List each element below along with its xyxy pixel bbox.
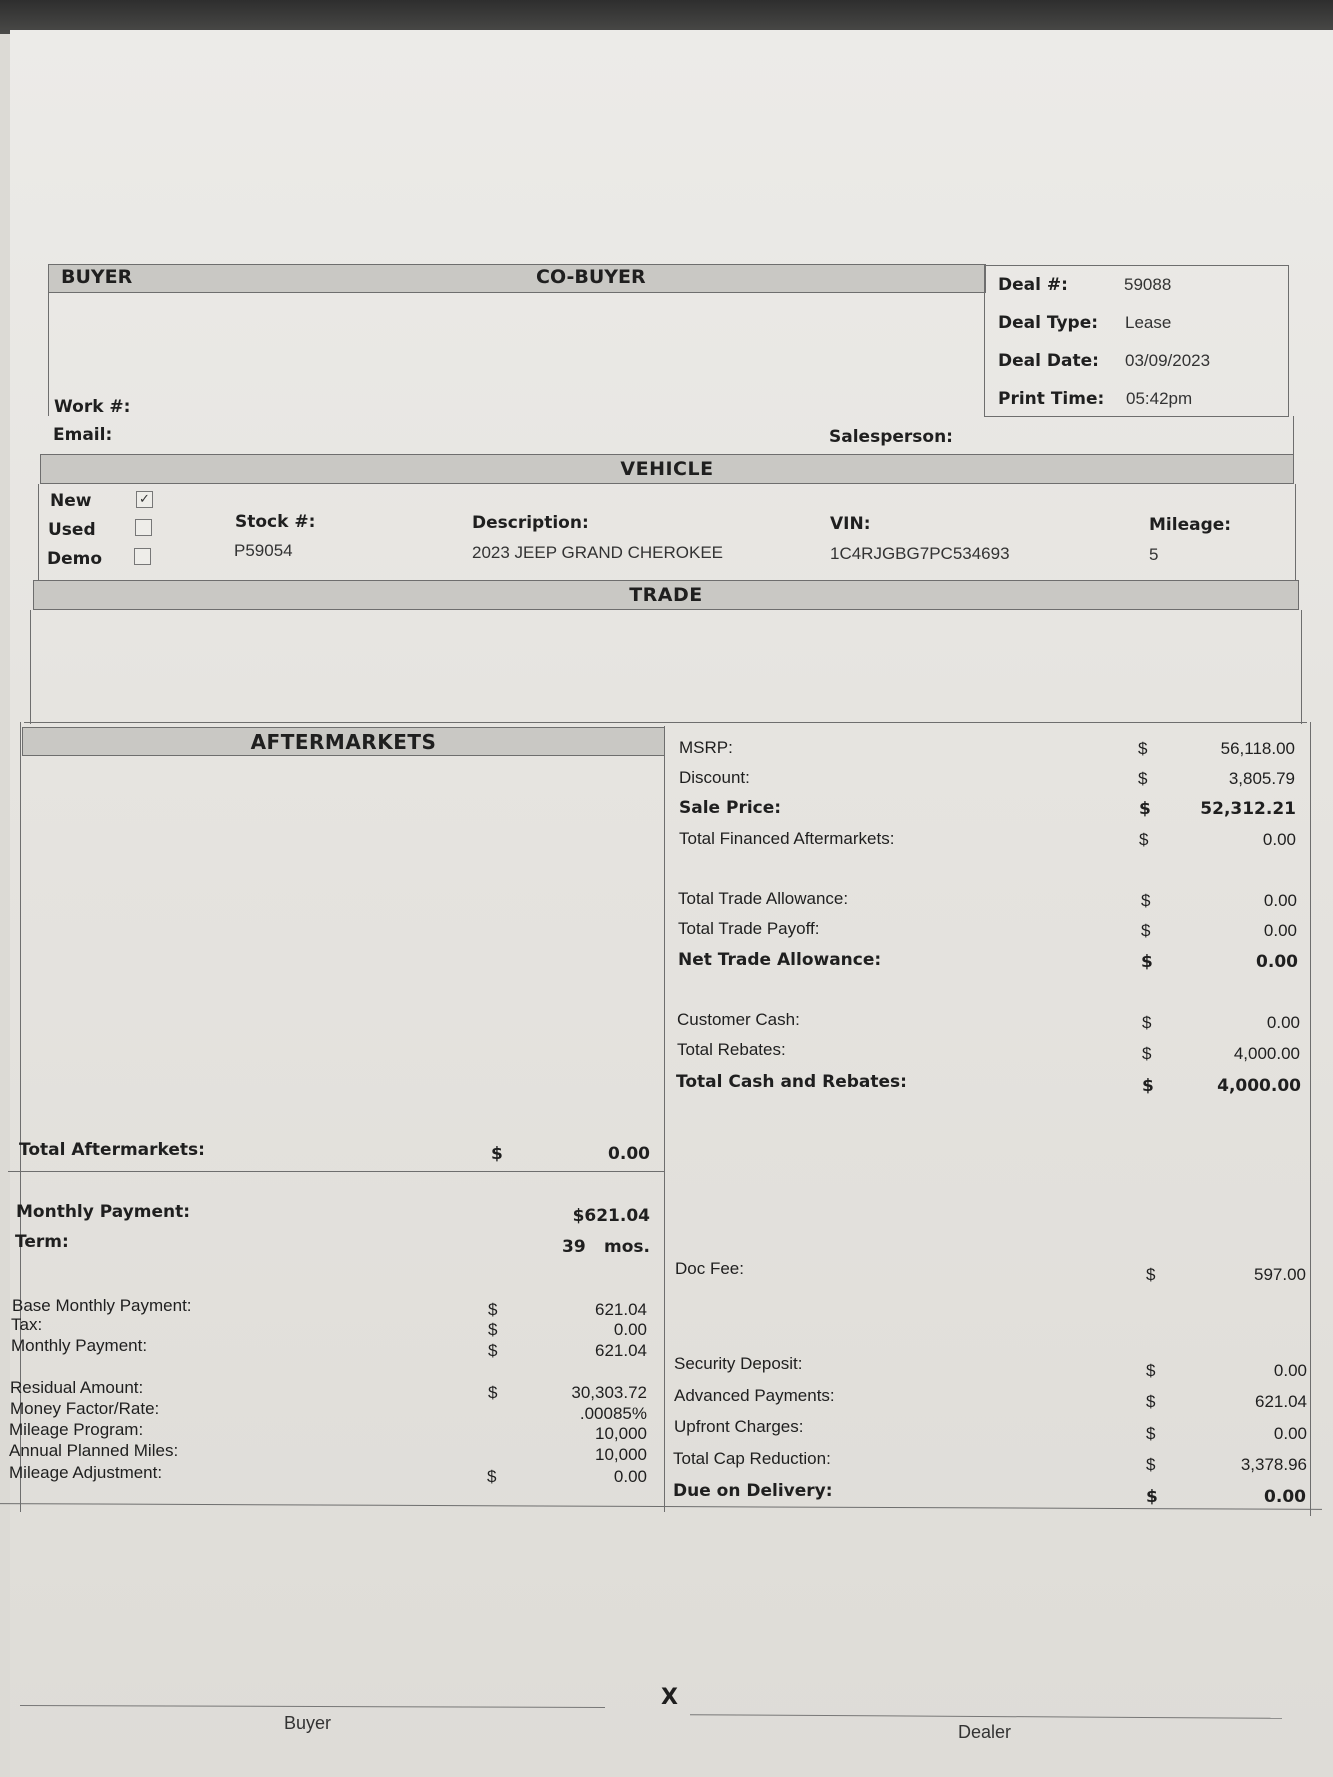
dealer-signature-label: Dealer [958,1722,1012,1742]
lease-detail-label: Mileage Program: [9,1420,144,1439]
monthly-payment-label: Monthly Payment: [16,1202,191,1222]
signature-x-mark: X [661,1685,678,1710]
total-aftermarkets-currency: $ [491,1144,503,1164]
summary-currency: $ [1139,799,1151,819]
term-value: 39 [562,1237,586,1257]
summary-label: Total Rebates: [677,1040,786,1059]
term-label: Term: [15,1232,69,1252]
summary-currency: $ [1139,830,1149,849]
deal-type-value: Lease [1125,313,1172,332]
lease-detail-label: Mileage Adjustment: [9,1463,163,1482]
aftermarkets-header-band: AFTERMARKETS [22,727,665,756]
summary-label: Doc Fee: [675,1259,744,1278]
trade-section [30,610,1302,724]
lease-detail-label: Money Factor/Rate: [10,1399,160,1418]
summary-value: 4,000.00 [1233,1044,1300,1063]
stock-label: Stock #: [235,512,316,532]
frame-line [1310,722,1311,1516]
lease-detail-currency: $ [488,1300,498,1319]
summary-value: 621.04 [1255,1392,1307,1411]
summary-value: 0.00 [1263,921,1297,940]
lease-detail-currency: $ [488,1383,498,1402]
lease-detail-value: 10,000 [595,1424,647,1443]
summary-label: Customer Cash: [677,1010,800,1029]
deal-type-label: Deal Type: [998,313,1099,333]
lease-detail-value: 0.00 [613,1467,647,1486]
summary-currency: $ [1146,1361,1156,1380]
summary-currency: $ [1138,739,1148,758]
lease-detail-value: 10,000 [595,1445,647,1464]
mileage-label: Mileage: [1149,515,1232,535]
print-time-value: 05:42pm [1126,389,1193,408]
summary-currency: $ [1142,1076,1154,1096]
summary-label: Sale Price: [679,798,782,818]
mileage-value: 5 [1149,545,1159,564]
email-label: Email: [53,425,113,445]
summary-label: Total Cap Reduction: [673,1449,831,1468]
salesperson-label: Salesperson: [829,427,953,447]
aftermarkets-divider [8,1171,664,1172]
summary-value: 0.00 [1273,1361,1307,1380]
trade-header-band: TRADE [33,580,1299,610]
description-label: Description: [472,513,589,533]
deal-date-value: 03/09/2023 [1125,351,1211,370]
lease-detail-value: 30,303.72 [571,1383,647,1402]
term-unit: mos. [604,1237,650,1257]
total-aftermarkets-label: Total Aftermarkets: [19,1140,205,1160]
summary-value: 4,000.00 [1217,1076,1301,1096]
summary-value: 0.00 [1263,891,1297,910]
summary-label: Total Trade Allowance: [678,889,849,908]
vin-label: VIN: [830,514,871,534]
frame-line [24,722,1307,723]
condition-new-checkbox[interactable]: ✓ [136,491,153,508]
summary-value: 0.00 [1264,1487,1306,1507]
total-aftermarkets-value: 0.00 [608,1144,650,1164]
frame-line [1293,416,1294,454]
summary-label: Discount: [679,768,750,787]
summary-label: Security Deposit: [674,1354,803,1373]
lease-detail-label: Annual Planned Miles: [9,1441,179,1460]
lease-detail-currency: $ [488,1341,498,1360]
description-value: 2023 JEEP GRAND CHEROKEE [472,543,723,562]
summary-label: Upfront Charges: [674,1417,804,1436]
lease-detail-value: .00085% [579,1404,647,1423]
summary-value: 56,118.00 [1220,739,1295,758]
summary-value: 3,805.79 [1228,769,1295,788]
lease-detail-currency: $ [487,1467,497,1486]
condition-new-label: New [50,491,92,511]
co-buyer-title: CO-BUYER [536,266,646,288]
summary-value: 597.00 [1254,1265,1306,1284]
summary-currency: $ [1142,1013,1152,1032]
buyer-header-band [48,264,986,293]
lease-detail-label: Monthly Payment: [11,1336,148,1355]
lease-detail-value: 621.04 [595,1300,647,1319]
photo-top-edge [0,0,1333,34]
summary-currency: $ [1146,1392,1156,1411]
summary-currency: $ [1142,1044,1152,1063]
summary-value: 0.00 [1266,1013,1300,1032]
lease-detail-value: 621.04 [595,1341,647,1360]
buyer-title: BUYER [61,266,133,288]
lease-detail-label: Residual Amount: [10,1378,144,1397]
deal-number-label: Deal #: [998,275,1068,295]
deal-date-label: Deal Date: [998,351,1099,371]
summary-label: Due on Delivery: [673,1481,833,1501]
summary-currency: $ [1141,921,1151,940]
summary-currency: $ [1138,769,1148,788]
lease-detail-currency: $ [488,1320,498,1339]
summary-value: 0.00 [1256,952,1298,972]
buyer-signature-label: Buyer [284,1713,332,1733]
summary-label: Total Financed Aftermarkets: [679,829,895,848]
summary-value: 0.00 [1273,1424,1307,1443]
lease-detail-label: Tax: [11,1315,43,1334]
summary-currency: $ [1146,1265,1156,1284]
vehicle-section [38,484,1296,580]
column-divider [664,726,665,1512]
summary-label: Total Cash and Rebates: [676,1072,907,1092]
summary-currency: $ [1146,1487,1158,1507]
summary-value: 52,312.21 [1200,799,1296,819]
condition-demo-label: Demo [47,549,103,569]
lease-detail-label: Base Monthly Payment: [12,1296,192,1315]
vehicle-header-band: VEHICLE [40,454,1294,484]
print-time-label: Print Time: [998,389,1105,409]
summary-currency: $ [1146,1455,1156,1474]
summary-label: Total Trade Payoff: [678,919,820,938]
vin-value: 1C4RJGBG7PC534693 [830,544,1010,563]
deal-number-value: 59088 [1124,275,1172,294]
summary-currency: $ [1141,952,1153,972]
summary-label: MSRP: [679,738,733,757]
summary-label: Advanced Payments: [674,1386,835,1405]
monthly-payment-value: $621.04 [572,1206,650,1226]
summary-value: 3,378.96 [1240,1455,1307,1474]
condition-used-checkbox[interactable] [135,519,152,536]
stock-value: P59054 [234,541,293,560]
summary-label: Net Trade Allowance: [678,950,882,970]
condition-used-label: Used [48,520,96,540]
summary-currency: $ [1146,1424,1156,1443]
work-number-label: Work #: [54,397,131,417]
summary-value: 0.00 [1262,830,1296,849]
condition-demo-checkbox[interactable] [134,548,151,565]
lease-detail-value: 0.00 [613,1320,647,1339]
summary-currency: $ [1141,891,1151,910]
